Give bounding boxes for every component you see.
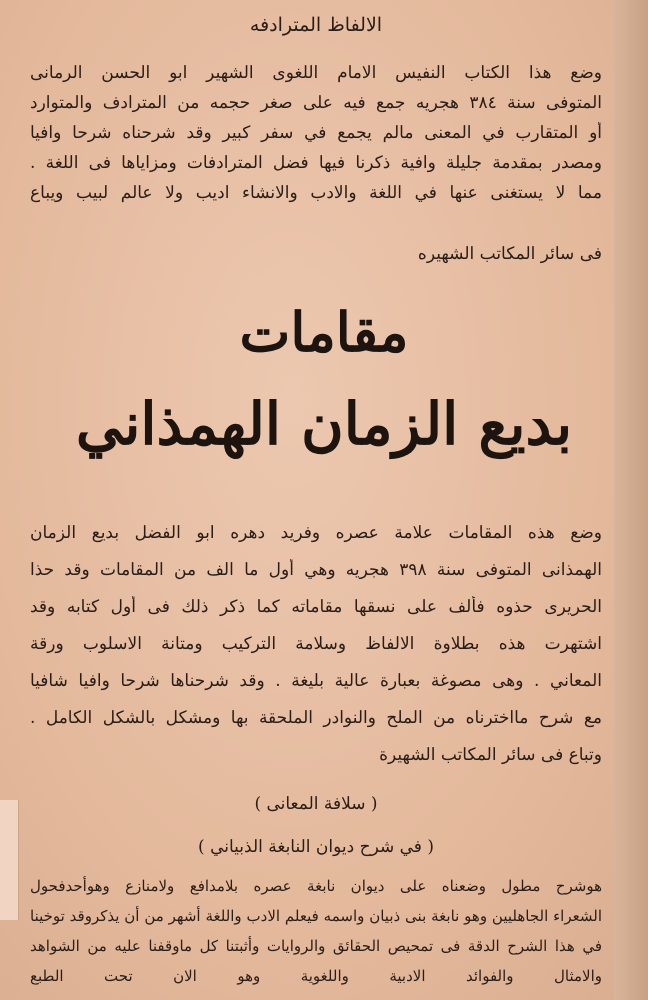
section2-line: الحريرى حذوه فألف على نسقها مقاماته كما ذكر ذلك فى أول كتابه وقد [30,597,602,617]
section3-line: في هذا الشرح الدقة فى تمحيص الحقائق والروايات وأثبتنا كل ماوقفنا عليه من الشواهد [30,937,602,955]
main-title-line1: مقامات [239,300,409,364]
section1-line: مما لا يستغنى عنها في اللغة والادب والانشاء اديب ولا عالم لبيب ويباع [30,183,602,203]
paper-tab [0,800,19,920]
section2-line: مع شرح مااخترناه من الملح والنوادر الملحقة بها ومشكل بالشكل الكامل . [30,708,602,728]
page-edge [614,0,648,1000]
section1-line: فى سائر المكاتب الشهيره [417,244,602,264]
section2-line: وتباع فى سائر المكاتب الشهيرة [379,745,602,765]
section3-line: والامثال والفوائد الادبية واللغوية وهو الان تحت الطبع [30,967,602,985]
section1-line: المتوفى سنة ٣٨٤ هجريه جمع فيه على صغر حجمه من المترادف والمتوارد [30,93,602,113]
section2-line: الهمذانى المتوفى سنة ٣٩٨ هجريه وهي أول ما الف من المقامات وقد حذا [30,560,602,580]
section1-line: وضع هذا الكتاب النفيس الامام اللغوى الشهير ابو الحسن الرمانى [30,63,602,83]
section3-line: الشعراء الجاهليين وهو نابغة بنى ذبيان واسمه فيعلم الادب واللغة أشهر من أن يذكروقد توخينا [30,907,602,925]
section2-line: اشتهرت هذه بطلاوة الالفاظ وسلامة التركيب ومتانة الاسلوب ورقة [30,634,602,654]
main-title-line2: بديع الزمان الهمذاني [75,390,573,458]
section2-line: وضع هذه المقامات علامة عصره وفريد دهره ابو الفضل بديع الزمان [30,523,602,543]
section1-line: ومصدر بمقدمة جليلة وافية ذكرنا فيها فضل المترادفات ومزاياها فى اللغة . [30,153,602,173]
section3-line: هوشرح مطول وضعناه على ديوان نابغة عصره بلامدافع ولامنازع وهوأحدفحول [30,877,602,895]
section3-subtitle: ( في شرح ديوان النابغة الذبياني ) [198,837,434,857]
section1-line: أو المتقارب في المعنى مالم يجمع في سفر كبير وقد شرحناه شرحا وافيا [30,123,602,143]
section2-line: المعاني . وهى مصوغة بعبارة عالية بليغة . وقد شرحناها شرحا وافيا شافيا [30,671,602,691]
header-title: الالفاظ المترادفه [249,14,383,36]
section3-title: ( سلافة المعانى ) [254,794,378,814]
